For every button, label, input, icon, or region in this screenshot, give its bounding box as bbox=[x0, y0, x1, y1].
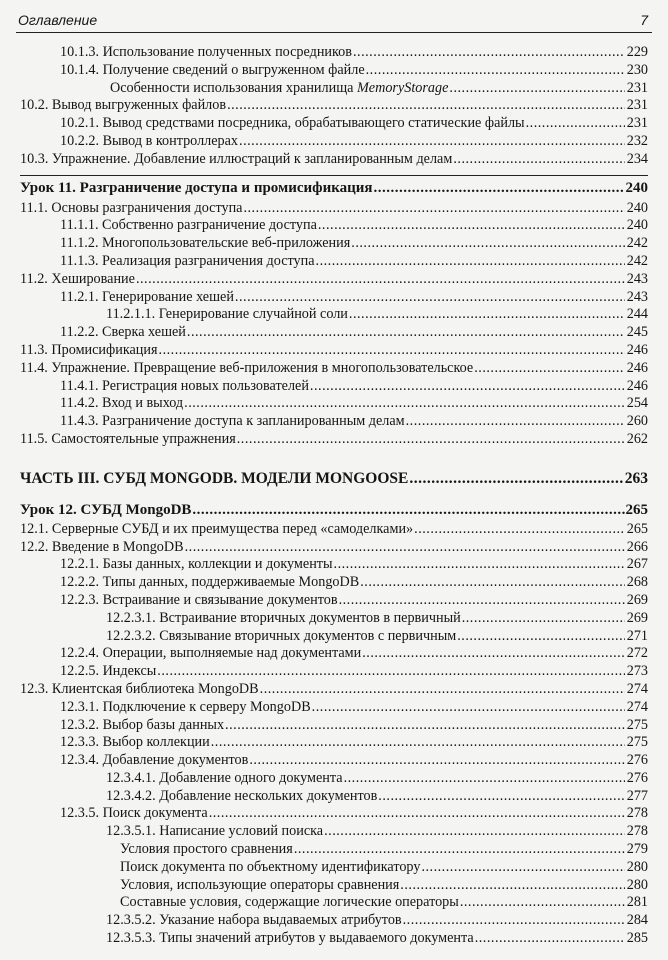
toc-entry-text: Указание набора выдаваемых атрибутов bbox=[159, 912, 402, 929]
toc-entry-page: 276 bbox=[626, 752, 648, 769]
leader-dots bbox=[243, 200, 625, 218]
toc-entry-text: Встраивание и связывание документов bbox=[102, 591, 338, 608]
toc-entry-page: 243 bbox=[626, 270, 648, 287]
toc-entry-text: Типы данных, поддерживаемые MongoDB bbox=[102, 574, 360, 591]
toc-entry-page: 269 bbox=[626, 591, 648, 608]
toc-entry-title bbox=[20, 176, 373, 200]
toc-entry-page: 229 bbox=[626, 44, 648, 60]
toc-entry-title bbox=[20, 663, 156, 681]
toc-entry-number: 12.3.1. bbox=[60, 698, 100, 715]
toc-entry-text: Поиск документа bbox=[102, 805, 208, 822]
toc-entry-number: 12.3.4.1. bbox=[106, 769, 156, 786]
toc-entry-title bbox=[20, 431, 236, 449]
toc-entry-page: 243 bbox=[626, 288, 648, 305]
leader-dots bbox=[421, 859, 625, 877]
toc-entry-page: 280 bbox=[626, 858, 648, 875]
toc-entry[interactable] bbox=[20, 431, 648, 449]
leader-dots bbox=[353, 44, 625, 62]
toc-entry-text: Многопользовательские веб-приложения bbox=[102, 235, 351, 252]
toc-entry-page: 230 bbox=[626, 61, 648, 78]
toc-entry-number: 12.3. bbox=[20, 680, 49, 697]
toc-entry-title bbox=[20, 930, 474, 948]
toc-entry-page: 280 bbox=[626, 876, 648, 893]
toc-entry[interactable] bbox=[20, 770, 648, 788]
leader-dots bbox=[460, 894, 625, 912]
toc-entry-number: 10.2.2. bbox=[60, 132, 100, 149]
toc-entry[interactable] bbox=[20, 610, 648, 628]
toc-entry-page: 254 bbox=[626, 395, 648, 412]
toc-entry-title bbox=[20, 628, 456, 646]
leader-dots bbox=[249, 752, 625, 770]
toc-entry-number: 12.2.5. bbox=[60, 663, 100, 680]
toc-entry-text: Типы значений атрибутов у выдаваемого документа bbox=[159, 930, 474, 947]
toc-entry-title bbox=[20, 841, 293, 859]
toc-entry-number: 12.3.5.3. bbox=[106, 930, 156, 947]
toc-entry-title bbox=[20, 894, 459, 912]
toc-entry-title bbox=[20, 200, 242, 218]
toc-entry-number: 12.3.4. bbox=[60, 752, 100, 769]
toc-entry-number: 12.3.5.1. bbox=[106, 823, 156, 840]
toc-entry[interactable] bbox=[20, 717, 648, 735]
leader-dots bbox=[457, 628, 625, 646]
toc-entry-text: Условия простого сравнения bbox=[120, 841, 293, 858]
toc-entry-title bbox=[20, 770, 343, 788]
leader-dots bbox=[400, 877, 625, 895]
toc-entry-page: 240 bbox=[626, 217, 648, 234]
leader-dots bbox=[227, 97, 625, 115]
leader-dots bbox=[360, 574, 625, 592]
toc-entry[interactable] bbox=[20, 289, 648, 307]
toc-entry-text: Генерирование хешей bbox=[102, 288, 234, 305]
toc-entry-page: 260 bbox=[626, 413, 648, 430]
toc-entry-number: 12.2.4. bbox=[60, 645, 100, 662]
toc-entry[interactable] bbox=[20, 752, 648, 770]
toc-entry-number: 10.1.4. bbox=[60, 61, 100, 78]
leader-dots bbox=[225, 717, 625, 735]
toc-entry[interactable] bbox=[20, 645, 648, 663]
toc-entry-number: 11.3. bbox=[20, 341, 48, 358]
toc-entry-number: 12.3.2. bbox=[60, 716, 100, 733]
toc-entry-number: 12.2.1. bbox=[60, 556, 100, 573]
leader-dots bbox=[339, 592, 625, 610]
toc-entry[interactable] bbox=[20, 467, 648, 491]
toc-entry-title bbox=[20, 717, 224, 735]
toc-entry-page: 278 bbox=[626, 823, 648, 840]
toc-entry-text: Операции, выполняемые над документами bbox=[102, 645, 362, 662]
toc-entry-page: 278 bbox=[626, 805, 648, 822]
toc-entry-number: 12.3.5. bbox=[60, 805, 100, 822]
toc-entry-title bbox=[20, 574, 359, 592]
leader-dots bbox=[409, 467, 623, 491]
toc-entry-page: 276 bbox=[626, 769, 648, 786]
toc-entry-text: Регистрация новых пользователей bbox=[102, 377, 309, 394]
leader-dots bbox=[316, 253, 625, 271]
toc-entry-title bbox=[20, 752, 248, 770]
toc-entry-text: Индексы bbox=[102, 663, 157, 680]
leader-dots bbox=[449, 80, 625, 98]
toc-entry-page: 244 bbox=[626, 306, 648, 323]
toc-entry-text: Выбор базы данных bbox=[102, 716, 225, 733]
toc-entry[interactable] bbox=[20, 499, 648, 521]
toc-entry[interactable] bbox=[20, 80, 648, 98]
toc-entry-number: 12.3.3. bbox=[60, 734, 100, 751]
toc-entry[interactable] bbox=[20, 699, 648, 717]
leader-dots bbox=[414, 521, 625, 539]
toc-entry[interactable] bbox=[20, 556, 648, 574]
toc-entry[interactable] bbox=[20, 930, 648, 948]
toc-entry-title bbox=[20, 253, 315, 271]
toc-entry[interactable] bbox=[20, 395, 648, 413]
leader-dots bbox=[312, 699, 625, 717]
toc-entry[interactable] bbox=[20, 894, 648, 912]
toc-entry-text: Добавление документов bbox=[102, 752, 249, 769]
leader-dots bbox=[462, 610, 625, 628]
toc-entry-number: 10.1.3. bbox=[60, 44, 100, 60]
toc-entry-title bbox=[20, 289, 234, 307]
leader-dots bbox=[310, 378, 625, 396]
toc-entry[interactable] bbox=[20, 306, 648, 324]
toc-entry-title bbox=[20, 413, 405, 431]
toc-entry-number: 11.1.1. bbox=[60, 217, 99, 234]
toc-entry[interactable] bbox=[20, 175, 648, 200]
toc-entry-number: 11.4. bbox=[20, 359, 48, 376]
toc-entry-page: 277 bbox=[626, 787, 648, 804]
leader-dots bbox=[349, 306, 625, 324]
toc-entry[interactable] bbox=[20, 681, 648, 699]
toc-entry-page: 231 bbox=[626, 97, 648, 114]
toc-entry-number: 11.2.1.1. bbox=[106, 306, 156, 323]
toc-entry[interactable] bbox=[20, 413, 648, 431]
toc-entry[interactable] bbox=[20, 663, 648, 681]
toc-entry-text: Получение сведений о выгруженном файле bbox=[102, 61, 365, 78]
leader-dots bbox=[324, 823, 625, 841]
toc-entry-title bbox=[20, 378, 309, 396]
toc-entry-page: 232 bbox=[626, 132, 648, 149]
toc-entry[interactable] bbox=[20, 115, 648, 133]
toc-entry-page: 275 bbox=[626, 716, 648, 733]
toc-entry-text: Реализация разграничения доступа bbox=[102, 252, 315, 269]
toc-entry-title bbox=[20, 681, 259, 699]
toc-entry-page: 274 bbox=[626, 680, 648, 697]
toc-entry[interactable] bbox=[20, 521, 648, 539]
toc-entry-text: Сверка хешей bbox=[102, 324, 186, 341]
toc-entry-title bbox=[20, 499, 191, 521]
toc-entry-title bbox=[20, 44, 352, 62]
leader-dots bbox=[239, 133, 625, 151]
toc-entry-text: Вывод выгруженных файлов bbox=[51, 97, 227, 114]
toc-entry-number: 12.2.3.2. bbox=[106, 627, 156, 644]
toc-entry-number: 11.1.2. bbox=[60, 235, 99, 252]
toc-entry-title bbox=[20, 395, 183, 413]
toc-entry-page: 271 bbox=[626, 627, 648, 644]
toc-entry-number: 12.1. bbox=[20, 520, 49, 537]
toc-entry-page: 246 bbox=[626, 341, 648, 358]
leader-dots bbox=[260, 681, 625, 699]
toc-entry-title bbox=[20, 133, 238, 151]
toc-entry-title bbox=[20, 823, 323, 841]
toc-entry-title bbox=[20, 324, 186, 342]
toc-entry-page: 246 bbox=[626, 377, 648, 394]
leader-dots bbox=[334, 556, 625, 574]
toc-entry-title bbox=[20, 788, 377, 806]
leader-dots bbox=[366, 62, 625, 80]
toc-entry-text: Вывод в контроллерах bbox=[102, 132, 239, 149]
toc-entry-title bbox=[20, 360, 473, 378]
toc-entry-text: Добавление одного документа bbox=[159, 769, 343, 786]
toc-entry-text: Условия, использующие операторы сравнения bbox=[120, 876, 400, 893]
toc-entry-page: 245 bbox=[626, 324, 648, 341]
toc-entry[interactable] bbox=[20, 592, 648, 610]
toc-entry-page: 242 bbox=[626, 252, 648, 269]
toc-entry-number: 12.3.5.2. bbox=[106, 912, 156, 929]
toc-entry-title bbox=[20, 467, 408, 491]
toc-entry[interactable] bbox=[20, 62, 648, 80]
toc-entry-page: 265 bbox=[626, 520, 648, 537]
toc-entry-title bbox=[20, 97, 226, 115]
toc-entry-page: 234 bbox=[626, 150, 648, 167]
toc-entry-number: 11.4.3. bbox=[60, 413, 99, 430]
toc-entry[interactable] bbox=[20, 788, 648, 806]
toc-entry-text: Собственно разграничение доступа bbox=[102, 217, 317, 234]
toc-entry-page: 267 bbox=[626, 556, 648, 573]
toc-entry-title bbox=[20, 645, 361, 663]
toc-entry-text: Разграничение доступа к запланированным делам bbox=[102, 413, 405, 430]
toc-entry-title bbox=[20, 217, 317, 235]
toc-entry-title bbox=[20, 699, 311, 717]
toc-entry-title bbox=[20, 734, 210, 752]
toc-entry[interactable] bbox=[20, 324, 648, 342]
toc-entry[interactable] bbox=[20, 628, 648, 646]
leader-dots bbox=[237, 431, 625, 449]
toc-entry-title bbox=[20, 271, 135, 289]
toc-entry-text: Урок 11. Разграничение доступа и промисификация bbox=[20, 179, 373, 196]
toc-entry-text: Вывод средствами посредника, обрабатывающего статические файлы bbox=[102, 115, 525, 132]
toc-entry[interactable] bbox=[20, 151, 648, 169]
toc-entry-number: 12.3.4.2. bbox=[106, 787, 156, 804]
toc-entry-page: 242 bbox=[626, 235, 648, 252]
toc-entry-title bbox=[20, 859, 420, 877]
toc-entry-page: 284 bbox=[626, 912, 648, 929]
running-header bbox=[16, 12, 652, 33]
toc-entry-text: Урок 12. СУБД MongoDB bbox=[20, 501, 192, 518]
toc-entry-page: 275 bbox=[626, 734, 648, 751]
toc-entry-text: Хеширование bbox=[51, 270, 135, 287]
toc-entry-title bbox=[20, 912, 402, 930]
leader-dots bbox=[344, 770, 625, 788]
toc-entry-text: Добавление нескольких документов bbox=[159, 787, 378, 804]
toc-entry-title bbox=[20, 80, 448, 98]
toc-entry[interactable] bbox=[20, 912, 648, 930]
header-title: Оглавление bbox=[18, 12, 98, 28]
leader-dots bbox=[474, 360, 625, 378]
toc-entry[interactable] bbox=[20, 539, 648, 557]
toc-entry-title bbox=[20, 151, 452, 169]
toc-entry[interactable] bbox=[20, 378, 648, 396]
header-page-number: 7 bbox=[640, 12, 648, 28]
toc-entry-page: 231 bbox=[626, 79, 648, 96]
toc-entry-number: 12.2.3. bbox=[60, 591, 100, 608]
toc-entry-number: 11.5. bbox=[20, 430, 48, 447]
toc-entry-page: 262 bbox=[626, 430, 648, 447]
leader-dots bbox=[184, 395, 625, 413]
leader-dots bbox=[453, 151, 625, 169]
toc-entry-title bbox=[20, 62, 365, 80]
toc-entry-page: 246 bbox=[626, 359, 648, 376]
toc-entry-text: Промисификация bbox=[51, 341, 158, 358]
leader-dots bbox=[362, 645, 625, 663]
toc-entry[interactable] bbox=[20, 342, 648, 360]
toc-entry-title bbox=[20, 877, 399, 895]
toc-entry-text: Написание условий поиска bbox=[159, 823, 324, 840]
toc-entry[interactable] bbox=[20, 97, 648, 115]
toc-entry-number: 12.2.2. bbox=[60, 574, 100, 591]
toc-entry-page: 240 bbox=[626, 199, 648, 216]
leader-dots bbox=[187, 324, 625, 342]
toc-entry-page: 269 bbox=[626, 609, 648, 626]
toc-entry-title bbox=[20, 610, 461, 628]
toc-entry[interactable] bbox=[20, 217, 648, 235]
toc-entry-number: 10.3. bbox=[20, 150, 49, 167]
toc-entry[interactable] bbox=[20, 253, 648, 271]
toc-entry[interactable] bbox=[20, 805, 648, 823]
toc-entry-page: 285 bbox=[626, 930, 648, 947]
toc-entry-title bbox=[20, 556, 333, 574]
leader-dots bbox=[403, 912, 625, 930]
toc-entry-text: Самостоятельные упражнения bbox=[51, 430, 236, 447]
toc-entry-text: Выбор коллекции bbox=[102, 734, 210, 751]
toc-entry-number: 10.2.1. bbox=[60, 115, 100, 132]
toc-entry-page: 268 bbox=[626, 574, 648, 591]
toc-entry[interactable] bbox=[20, 44, 648, 62]
toc-entry-text: Введение в MongoDB bbox=[51, 538, 184, 555]
toc-entry[interactable] bbox=[20, 877, 648, 895]
toc-entry-number: 12.2. bbox=[20, 538, 49, 555]
toc-entry[interactable] bbox=[20, 823, 648, 841]
toc-entry-number: 12.2.3.1. bbox=[106, 609, 156, 626]
toc-entry-text: Вход и выход bbox=[102, 395, 184, 412]
toc-entry-page: 274 bbox=[626, 698, 648, 715]
leader-dots bbox=[294, 841, 625, 859]
toc-entry-text: Использование полученных посредников bbox=[102, 44, 352, 60]
toc-entry[interactable] bbox=[20, 200, 648, 218]
leader-dots bbox=[351, 235, 625, 253]
leader-dots bbox=[211, 734, 625, 752]
toc-entry-text: Поиск документа по объектному идентификатору bbox=[120, 858, 421, 875]
toc-entry-text: Связывание вторичных документов с первичным bbox=[159, 627, 457, 644]
toc-entry[interactable] bbox=[20, 574, 648, 592]
toc-entry-title bbox=[20, 115, 525, 133]
toc-entry-text: Генерирование случайной соли bbox=[158, 306, 348, 323]
toc-entry[interactable] bbox=[20, 734, 648, 752]
toc-entry-title bbox=[20, 521, 413, 539]
leader-dots bbox=[185, 539, 625, 557]
toc-entry-text: Составные условия, содержащие логические операторы bbox=[120, 894, 459, 911]
toc-entry-number: 10.2. bbox=[20, 97, 49, 114]
toc-entry-page: 279 bbox=[626, 841, 648, 858]
toc-entry-title bbox=[20, 592, 338, 610]
leader-dots bbox=[378, 788, 625, 806]
toc-entry-italic-term: MemoryStorage bbox=[356, 79, 449, 96]
toc-entry-page: 281 bbox=[626, 894, 648, 911]
toc-entry-page: 263 bbox=[624, 469, 648, 487]
toc-entry[interactable] bbox=[20, 841, 648, 859]
toc-entry-page: 231 bbox=[626, 115, 648, 132]
toc-entry-number: 11.1. bbox=[20, 199, 48, 216]
toc-entry-number: 11.2.1. bbox=[60, 288, 99, 305]
toc-entry-page: 266 bbox=[626, 538, 648, 555]
toc-entry-page: 272 bbox=[626, 645, 648, 662]
leader-dots bbox=[209, 805, 625, 823]
toc-entry[interactable] bbox=[20, 859, 648, 877]
leader-dots bbox=[235, 289, 625, 307]
leader-dots bbox=[136, 271, 625, 289]
toc-entry-text: Особенности использования хранилища bbox=[110, 79, 354, 96]
toc-entry[interactable] bbox=[20, 133, 648, 151]
toc-entry-text: Подключение к серверу MongoDB bbox=[102, 698, 311, 715]
toc-entry[interactable] bbox=[20, 271, 648, 289]
toc-entry-number: 11.2.2. bbox=[60, 324, 99, 341]
toc-entry-number: 11.4.2. bbox=[60, 395, 99, 412]
toc-entry-text: Упражнение. Превращение веб-приложения в многопользовательское bbox=[51, 359, 474, 376]
leader-dots bbox=[157, 663, 625, 681]
toc-entry-title bbox=[20, 539, 184, 557]
toc-entry-title bbox=[20, 342, 158, 360]
leader-dots bbox=[526, 115, 625, 133]
leader-dots bbox=[159, 342, 625, 360]
leader-dots bbox=[318, 217, 625, 235]
toc-entry-text: Клиентская библиотека MongoDB bbox=[51, 680, 259, 697]
leader-dots bbox=[192, 499, 624, 521]
table-of-contents bbox=[20, 44, 648, 948]
toc-entry[interactable] bbox=[20, 235, 648, 253]
toc-entry-number: 11.4.1. bbox=[60, 377, 99, 394]
toc-entry-title bbox=[20, 805, 208, 823]
toc-entry-number: 11.2. bbox=[20, 270, 48, 287]
toc-entry-text: Упражнение. Добавление иллюстраций к запланированным делам bbox=[51, 150, 453, 167]
toc-entry-number: 11.1.3. bbox=[60, 252, 99, 269]
toc-entry-page: 273 bbox=[626, 663, 648, 680]
toc-entry-page: 265 bbox=[625, 501, 648, 518]
leader-dots bbox=[475, 930, 625, 948]
toc-entry-title bbox=[20, 306, 348, 324]
toc-entry-text: Встраивание вторичных документов в первичный bbox=[159, 609, 461, 626]
toc-entry-title bbox=[20, 235, 350, 253]
toc-entry-text: Основы разграничения доступа bbox=[51, 199, 243, 216]
toc-entry[interactable] bbox=[20, 360, 648, 378]
toc-entry-text: ЧАСТЬ III. СУБД MONGODB. МОДЕЛИ MONGOOSE bbox=[20, 469, 409, 487]
toc-entry-text: Базы данных, коллекции и документы bbox=[102, 556, 333, 573]
leader-dots bbox=[406, 413, 625, 431]
toc-entry-page: 240 bbox=[625, 179, 648, 196]
toc-entry-text: Серверные СУБД и их преимущества перед «самоделками» bbox=[51, 520, 414, 537]
leader-dots bbox=[374, 176, 625, 200]
